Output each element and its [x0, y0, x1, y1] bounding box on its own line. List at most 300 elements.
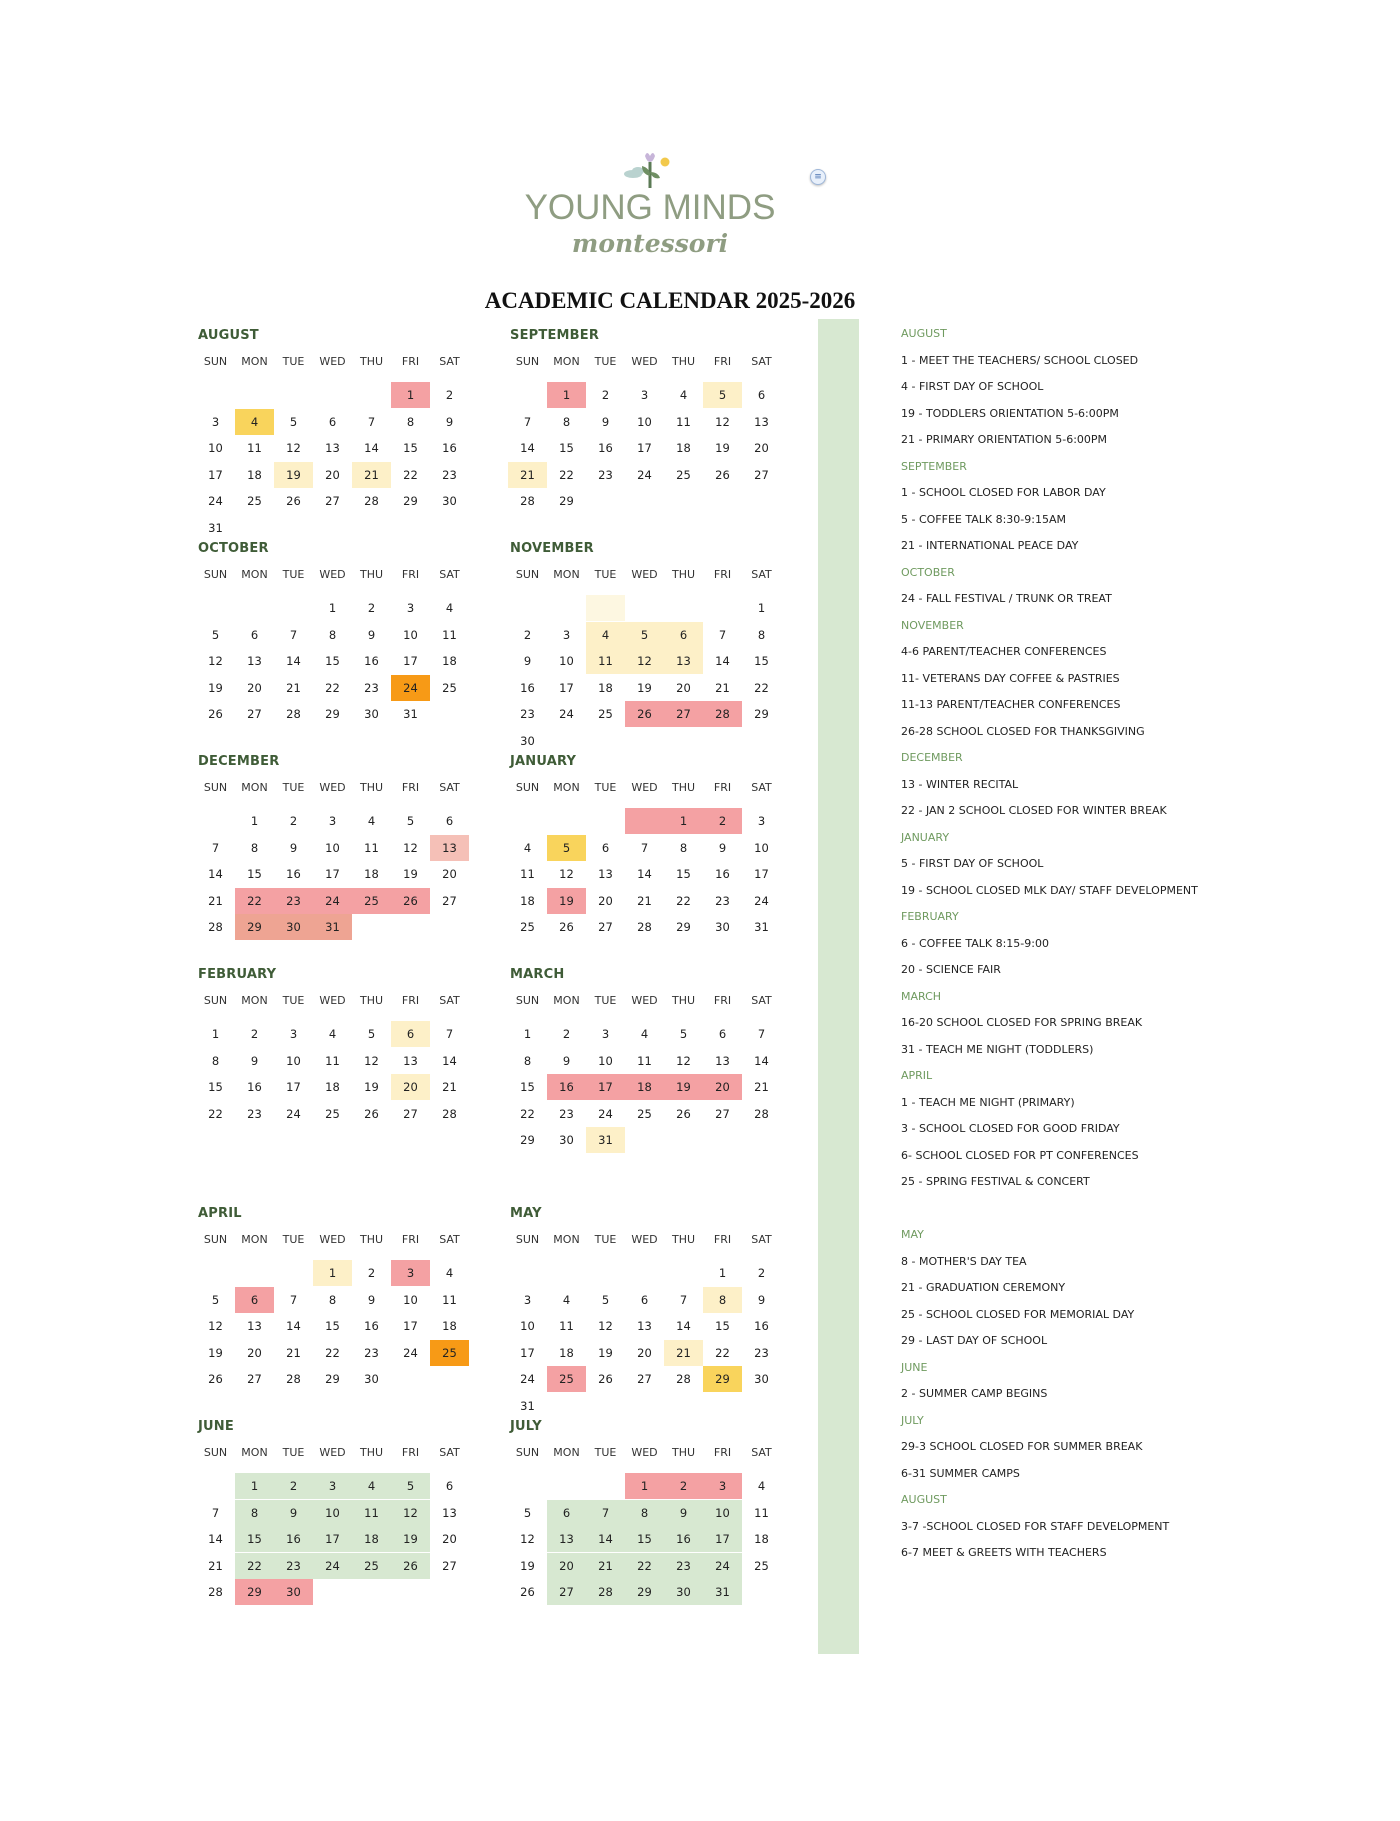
- calendar-day: 1: [235, 1473, 274, 1499]
- calendar-day: 22: [325, 680, 340, 695]
- event-item: 13 - WINTER RECITAL: [901, 777, 1019, 791]
- calendar-day: 26: [208, 1372, 223, 1386]
- weekday-header: WED: [319, 994, 346, 1007]
- calendar-day: 19: [364, 1080, 379, 1094]
- calendar-day: 13: [754, 414, 769, 429]
- event-month-header: DECEMBER: [901, 751, 963, 764]
- calendar-day: 30: [715, 920, 730, 934]
- calendar-day: 23: [664, 1553, 703, 1579]
- calendar-day: 4: [586, 622, 625, 648]
- calendar-day: 2: [250, 1027, 259, 1041]
- calendar-day: 24: [637, 467, 652, 482]
- calendar-day: 15: [715, 1319, 730, 1333]
- calendar-day: 14: [637, 867, 652, 881]
- calendar-day: 12: [208, 654, 223, 668]
- calendar-day: 31: [403, 707, 418, 721]
- calendar-day: 18: [442, 654, 457, 668]
- event-month-header: MAY: [901, 1228, 924, 1241]
- calendar-day: 4: [367, 814, 376, 828]
- calendar-day: 13: [547, 1526, 586, 1552]
- calendar-day: 25: [520, 920, 535, 934]
- calendar-day: 21: [664, 1340, 703, 1366]
- month-title: JUNE: [198, 1419, 234, 1434]
- calendar-day: 13: [637, 1319, 652, 1333]
- calendar-day: 17: [703, 1526, 742, 1552]
- calendar-day: 25: [430, 1340, 469, 1366]
- calendar-day: 14: [520, 441, 535, 455]
- event-month-header: AUGUST: [901, 1493, 947, 1506]
- weekday-header: MON: [553, 355, 580, 368]
- calendar-day: 26: [559, 920, 574, 934]
- calendar-day: 28: [286, 707, 301, 721]
- calendar-day: 23: [364, 680, 379, 695]
- calendar-day: 21: [586, 1553, 625, 1579]
- calendar-day: 8: [757, 627, 766, 642]
- calendar-day: 1: [523, 1027, 532, 1041]
- calendar-day: 28: [520, 494, 535, 508]
- calendar-day: 5: [391, 1473, 430, 1499]
- calendar-day: 18: [676, 441, 691, 455]
- calendar-day: 20: [547, 1553, 586, 1579]
- calendar-day: 23: [520, 707, 535, 721]
- calendar-day: 11: [352, 1500, 391, 1526]
- calendar-day: 27: [403, 1106, 418, 1121]
- weekday-header: SUN: [515, 1446, 540, 1459]
- event-item: 29 - LAST DAY OF SCHOOL: [901, 1334, 1048, 1347]
- calendar-day: 27: [442, 1558, 457, 1573]
- calendar-day: 8: [406, 414, 415, 429]
- calendar-day: 4: [235, 409, 274, 435]
- calendar-day: 30: [274, 914, 313, 940]
- calendar-day: 10: [208, 441, 223, 455]
- weekday-header: SUN: [203, 568, 228, 581]
- calendar-day: 27: [442, 893, 457, 908]
- calendar-day: 22: [559, 467, 574, 482]
- calendar-day: 15: [208, 1080, 223, 1094]
- calendar-day: 1: [757, 601, 766, 615]
- calendar-day: 31: [520, 1398, 535, 1413]
- calendar-day: 24: [313, 888, 352, 914]
- calendar-day: 1: [391, 382, 430, 408]
- calendar-day: 6: [718, 1027, 727, 1041]
- weekday-header: WED: [631, 568, 658, 581]
- calendar-day: 5: [406, 814, 415, 828]
- weekday-header: WED: [631, 1233, 658, 1246]
- calendar-day: 26: [625, 701, 664, 727]
- calendar-day: 27: [247, 707, 262, 721]
- calendar-day: 21: [442, 1080, 457, 1094]
- weekday-header: SUN: [515, 568, 540, 581]
- highlight-cell: [625, 808, 664, 834]
- weekday-header: MON: [553, 994, 580, 1007]
- calendar-day: 10: [403, 627, 418, 642]
- weekday-header: SUN: [515, 1233, 540, 1246]
- event-item: 26-28 SCHOOL CLOSED FOR THANKSGIVING: [901, 724, 1145, 738]
- calendar-day: 26: [286, 494, 301, 508]
- calendar-day: 29: [235, 914, 274, 940]
- weekday-header: TUE: [282, 1233, 305, 1246]
- calendar-day: 16: [247, 1080, 262, 1094]
- weekday-header: MON: [241, 568, 268, 581]
- calendar-day: 7: [367, 414, 376, 429]
- calendar-day: 3: [640, 388, 649, 402]
- calendar-day: 6: [757, 388, 766, 402]
- calendar-day: 19: [637, 680, 652, 695]
- calendar-day: 13: [442, 1505, 457, 1520]
- calendar-day: 20: [325, 467, 340, 482]
- calendar-day: 8: [328, 627, 337, 642]
- calendar-day: 22: [676, 893, 691, 908]
- calendar-day: 28: [754, 1106, 769, 1121]
- event-month-header: SEPTEMBER: [901, 459, 967, 473]
- calendar-day: 3: [406, 601, 415, 615]
- calendar-day: 26: [208, 707, 223, 721]
- calendar-day: 25: [325, 1106, 340, 1121]
- event-item: 4 - FIRST DAY OF SCHOOL: [901, 380, 1044, 393]
- weekday-header: SAT: [439, 781, 460, 794]
- calendar-day: 15: [754, 654, 769, 668]
- event-item: 4-6 PARENT/TEACHER CONFERENCES: [901, 645, 1107, 658]
- calendar-day: 30: [364, 1372, 379, 1386]
- calendar-day: 10: [703, 1500, 742, 1526]
- calendar-day: 30: [274, 1579, 313, 1605]
- weekday-header: SAT: [751, 1446, 772, 1459]
- calendar-day: 6: [664, 622, 703, 648]
- calendar-day: 12: [598, 1319, 613, 1333]
- calendar-day: 30: [664, 1579, 703, 1605]
- calendar-day: 25: [247, 494, 262, 508]
- calendar-day: 21: [715, 680, 730, 695]
- event-item: 8 - MOTHER'S DAY TEA: [901, 1254, 1027, 1268]
- calendar-day: 11: [559, 1319, 574, 1333]
- calendar-day: 11: [325, 1053, 340, 1068]
- calendar-day: 18: [559, 1345, 574, 1360]
- weekday-header: FRI: [713, 994, 732, 1007]
- calendar-day: 10: [325, 840, 340, 855]
- calendar-day: 9: [367, 627, 376, 642]
- weekday-header: MON: [241, 1233, 268, 1246]
- calendar-day: 28: [208, 1585, 223, 1599]
- calendar-day: 12: [364, 1053, 379, 1068]
- calendar-day: 30: [559, 1133, 574, 1147]
- calendar-day: 9: [289, 840, 298, 855]
- calendar-day: 21: [508, 462, 547, 488]
- calendar-day: 28: [637, 920, 652, 934]
- calendar-day: 12: [520, 1532, 535, 1546]
- calendar-day: 5: [601, 1292, 610, 1307]
- calendar-day: 29: [325, 1372, 340, 1386]
- calendar-day: 20: [637, 1345, 652, 1360]
- calendar-day: 2: [523, 627, 532, 642]
- calendar-day: 25: [547, 1366, 586, 1392]
- calendar-day: 13: [664, 648, 703, 674]
- green-divider-bar: [818, 319, 859, 1654]
- calendar-day: 31: [313, 914, 352, 940]
- calendar-day: 7: [523, 414, 532, 429]
- calendar-day: 17: [208, 467, 223, 482]
- highlight-cell: [586, 595, 625, 621]
- event-item: 1 - TEACH ME NIGHT (PRIMARY): [901, 1095, 1075, 1109]
- weekday-header: TUE: [282, 994, 305, 1007]
- calendar-day: 22: [235, 888, 274, 914]
- event-item: 6-7 MEET & GREETS WITH TEACHERS: [901, 1546, 1107, 1559]
- event-month-header: OCTOBER: [901, 565, 955, 579]
- calendar-day: 15: [520, 1080, 535, 1094]
- calendar-day: 28: [364, 494, 379, 508]
- calendar-day: 20: [703, 1074, 742, 1100]
- calendar-day: 26: [520, 1585, 535, 1599]
- calendar-day: 3: [289, 1027, 298, 1041]
- event-month-header: FEBRUARY: [901, 910, 959, 923]
- calendar-day: 21: [352, 462, 391, 488]
- event-month-header: AUGUST: [901, 327, 947, 340]
- calendar-day: 16: [274, 1526, 313, 1552]
- calendar-day: 30: [364, 707, 379, 721]
- calendar-day: 21: [208, 1558, 223, 1573]
- calendar-day: 15: [676, 867, 691, 881]
- calendar-day: 31: [754, 920, 769, 934]
- calendar-day: 20: [598, 893, 613, 908]
- calendar-day: 21: [208, 893, 223, 908]
- calendar-day: 6: [328, 414, 337, 429]
- weekday-header: SAT: [439, 568, 460, 581]
- calendar-day: 15: [559, 441, 574, 455]
- calendar-day: 25: [442, 680, 457, 695]
- calendar-day: 3: [211, 414, 220, 429]
- calendar-day: 29: [676, 920, 691, 934]
- event-month-header: NOVEMBER: [901, 618, 964, 632]
- weekday-header: FRI: [401, 568, 420, 581]
- calendar-day: 6: [445, 1479, 454, 1493]
- calendar-day: 16: [754, 1319, 769, 1333]
- calendar-day: 4: [640, 1027, 649, 1041]
- calendar-day: 19: [664, 1074, 703, 1100]
- calendar-day: 19: [391, 1526, 430, 1552]
- calendar-day: 22: [715, 1345, 730, 1360]
- weekday-header: FRI: [401, 355, 420, 368]
- calendar-day: 9: [523, 654, 532, 668]
- calendar-day: 3: [562, 627, 571, 642]
- calendar-day: 31: [208, 520, 223, 535]
- event-item: 25 - SPRING FESTIVAL & CONCERT: [901, 1175, 1090, 1188]
- calendar-day: 15: [625, 1526, 664, 1552]
- event-item: 31 - TEACH ME NIGHT (TODDLERS): [901, 1042, 1094, 1056]
- calendar-day: 27: [325, 494, 340, 508]
- calendar-day: 3: [703, 1473, 742, 1499]
- calendar-day: 21: [286, 1345, 301, 1360]
- weekday-header: FRI: [713, 781, 732, 794]
- calendar-day: 19: [403, 867, 418, 881]
- calendar-day: 26: [391, 888, 430, 914]
- calendar-day: 14: [208, 867, 223, 881]
- calendar-day: 1: [211, 1027, 220, 1041]
- calendar-day: 10: [637, 414, 652, 429]
- calendar-day: 10: [598, 1053, 613, 1068]
- calendar-day: 7: [640, 840, 649, 855]
- weekday-header: TUE: [594, 355, 617, 368]
- calendar-day: 30: [442, 494, 457, 508]
- weekday-header: THU: [671, 355, 696, 368]
- calendar-day: 15: [235, 1526, 274, 1552]
- event-month-header: JANUARY: [901, 830, 950, 844]
- menu-icon[interactable]: ≡: [810, 169, 826, 185]
- weekday-header: TUE: [594, 1233, 617, 1246]
- calendar-day: 20: [391, 1074, 430, 1100]
- calendar-day: 25: [754, 1558, 769, 1573]
- calendar-day: 12: [286, 441, 301, 455]
- weekday-header: FRI: [401, 1446, 420, 1459]
- calendar-day: 23: [754, 1345, 769, 1360]
- calendar-day: 8: [328, 1292, 337, 1307]
- calendar-day: 16: [442, 441, 457, 455]
- month-title: APRIL: [198, 1206, 242, 1221]
- calendar-day: 12: [208, 1319, 223, 1333]
- calendar-day: 6: [640, 1292, 649, 1307]
- month-title: JULY: [510, 1419, 542, 1434]
- weekday-header: TUE: [594, 1446, 617, 1459]
- weekday-header: THU: [671, 781, 696, 794]
- weekday-header: WED: [319, 355, 346, 368]
- calendar-day: 7: [679, 1292, 688, 1307]
- calendar-day: 5: [625, 622, 664, 648]
- event-month-header: JULY: [901, 1413, 924, 1427]
- calendar-day: 25: [598, 707, 613, 721]
- calendar-day: 13: [598, 867, 613, 881]
- calendar-day: 27: [637, 1372, 652, 1386]
- event-item: 6-31 SUMMER CAMPS: [901, 1466, 1020, 1480]
- event-item: 21 - PRIMARY ORIENTATION 5-6:00PM: [901, 433, 1108, 446]
- calendar-day: 13: [403, 1053, 418, 1068]
- calendar-day: 7: [718, 627, 727, 642]
- calendar-day: 19: [715, 441, 730, 455]
- calendar-day: 1: [625, 1473, 664, 1499]
- calendar-day: 11: [364, 840, 379, 855]
- calendar-day: 7: [211, 840, 220, 855]
- weekday-header: WED: [631, 781, 658, 794]
- calendar-day: 2: [445, 388, 454, 402]
- calendar-day: 16: [664, 1526, 703, 1552]
- calendar-day: 8: [523, 1053, 532, 1068]
- calendar-day: 2: [757, 1266, 766, 1280]
- calendar-day: 11: [442, 1292, 457, 1307]
- calendar-day: 23: [274, 888, 313, 914]
- calendar-day: 10: [313, 1500, 352, 1526]
- weekday-header: MON: [553, 781, 580, 794]
- calendar-day: 3: [757, 814, 766, 828]
- calendar-day: 19: [547, 888, 586, 914]
- calendar-day: 5: [547, 835, 586, 861]
- event-month-header: JUNE: [901, 1360, 928, 1374]
- calendar-day: 18: [442, 1319, 457, 1333]
- calendar-day: 4: [679, 388, 688, 402]
- weekday-header: SUN: [515, 994, 540, 1007]
- calendar-day: 3: [328, 814, 337, 828]
- calendar-day: 21: [754, 1080, 769, 1094]
- calendar-day: 13: [325, 441, 340, 455]
- calendar-day: 29: [325, 707, 340, 721]
- calendar-day: 8: [703, 1287, 742, 1313]
- weekday-header: SAT: [439, 355, 460, 368]
- event-month-header: MARCH: [901, 989, 942, 1003]
- weekday-header: MON: [241, 781, 268, 794]
- calendar-day: 24: [598, 1106, 613, 1121]
- calendar-day: 9: [601, 414, 610, 429]
- calendar-day: 22: [403, 467, 418, 482]
- logo-subtitle: montessori: [571, 229, 729, 258]
- calendar-day: 20: [676, 680, 691, 695]
- calendar-day: 17: [559, 680, 574, 695]
- calendar-day: 19: [598, 1345, 613, 1360]
- calendar-day: 29: [520, 1133, 535, 1147]
- weekday-header: THU: [359, 568, 384, 581]
- calendar-day: 7: [586, 1500, 625, 1526]
- event-item: 3 - SCHOOL CLOSED FOR GOOD FRIDAY: [901, 1122, 1120, 1135]
- calendar-day: 4: [328, 1027, 337, 1041]
- calendar-day: 27: [547, 1579, 586, 1605]
- calendar-day: 25: [352, 1553, 391, 1579]
- calendar-day: 15: [247, 867, 262, 881]
- calendar-day: 18: [520, 893, 535, 908]
- month-title: DECEMBER: [198, 754, 280, 769]
- calendar-day: 14: [286, 1319, 301, 1333]
- calendar-day: 24: [313, 1553, 352, 1579]
- calendar-day: 1: [664, 808, 703, 834]
- calendar-day: 7: [289, 1292, 298, 1307]
- calendar-day: 12: [715, 414, 730, 429]
- calendar-day: 2: [601, 388, 610, 402]
- month-title: AUGUST: [198, 328, 259, 343]
- calendar-day: 5: [211, 627, 220, 642]
- calendar-day: 14: [754, 1053, 769, 1068]
- event-item: 3-7 -SCHOOL CLOSED FOR STAFF DEVELOPMENT: [901, 1519, 1170, 1533]
- calendar-day: 13: [430, 835, 469, 861]
- calendar-day: 9: [274, 1500, 313, 1526]
- calendar-day: 2: [703, 808, 742, 834]
- calendar-day: 24: [559, 707, 574, 721]
- calendar-day: 24: [403, 1345, 418, 1360]
- calendar-day: 11: [247, 441, 262, 455]
- calendar-day: 23: [364, 1345, 379, 1360]
- calendar-day: 22: [754, 680, 769, 695]
- weekday-header: THU: [359, 1446, 384, 1459]
- weekday-header: MON: [553, 1233, 580, 1246]
- calendar-day: 4: [757, 1479, 766, 1493]
- calendar-day: 2: [274, 1473, 313, 1499]
- calendar-day: 9: [718, 840, 727, 855]
- calendar-day: 12: [625, 648, 664, 674]
- calendar-day: 17: [637, 441, 652, 455]
- calendar-day: 2: [289, 814, 298, 828]
- calendar-day: 24: [703, 1553, 742, 1579]
- calendar-day: 8: [562, 414, 571, 429]
- calendar-day: 29: [235, 1579, 274, 1605]
- calendar-day: 26: [391, 1553, 430, 1579]
- event-item: 5 - FIRST DAY OF SCHOOL: [901, 857, 1044, 870]
- weekday-header: THU: [359, 781, 384, 794]
- weekday-header: SUN: [203, 781, 228, 794]
- calendar-day: 25: [676, 467, 691, 482]
- calendar-day: 14: [715, 654, 730, 668]
- calendar-day: 18: [754, 1532, 769, 1546]
- weekday-header: FRI: [401, 1233, 420, 1246]
- calendar-day: 4: [445, 601, 454, 615]
- calendar-day: 26: [364, 1106, 379, 1121]
- calendar-day: 20: [442, 867, 457, 881]
- calendar-day: 30: [520, 733, 535, 748]
- weekday-header: THU: [359, 994, 384, 1007]
- event-item: 24 - FALL FESTIVAL / TRUNK OR TREAT: [901, 592, 1112, 605]
- weekday-header: TUE: [282, 355, 305, 368]
